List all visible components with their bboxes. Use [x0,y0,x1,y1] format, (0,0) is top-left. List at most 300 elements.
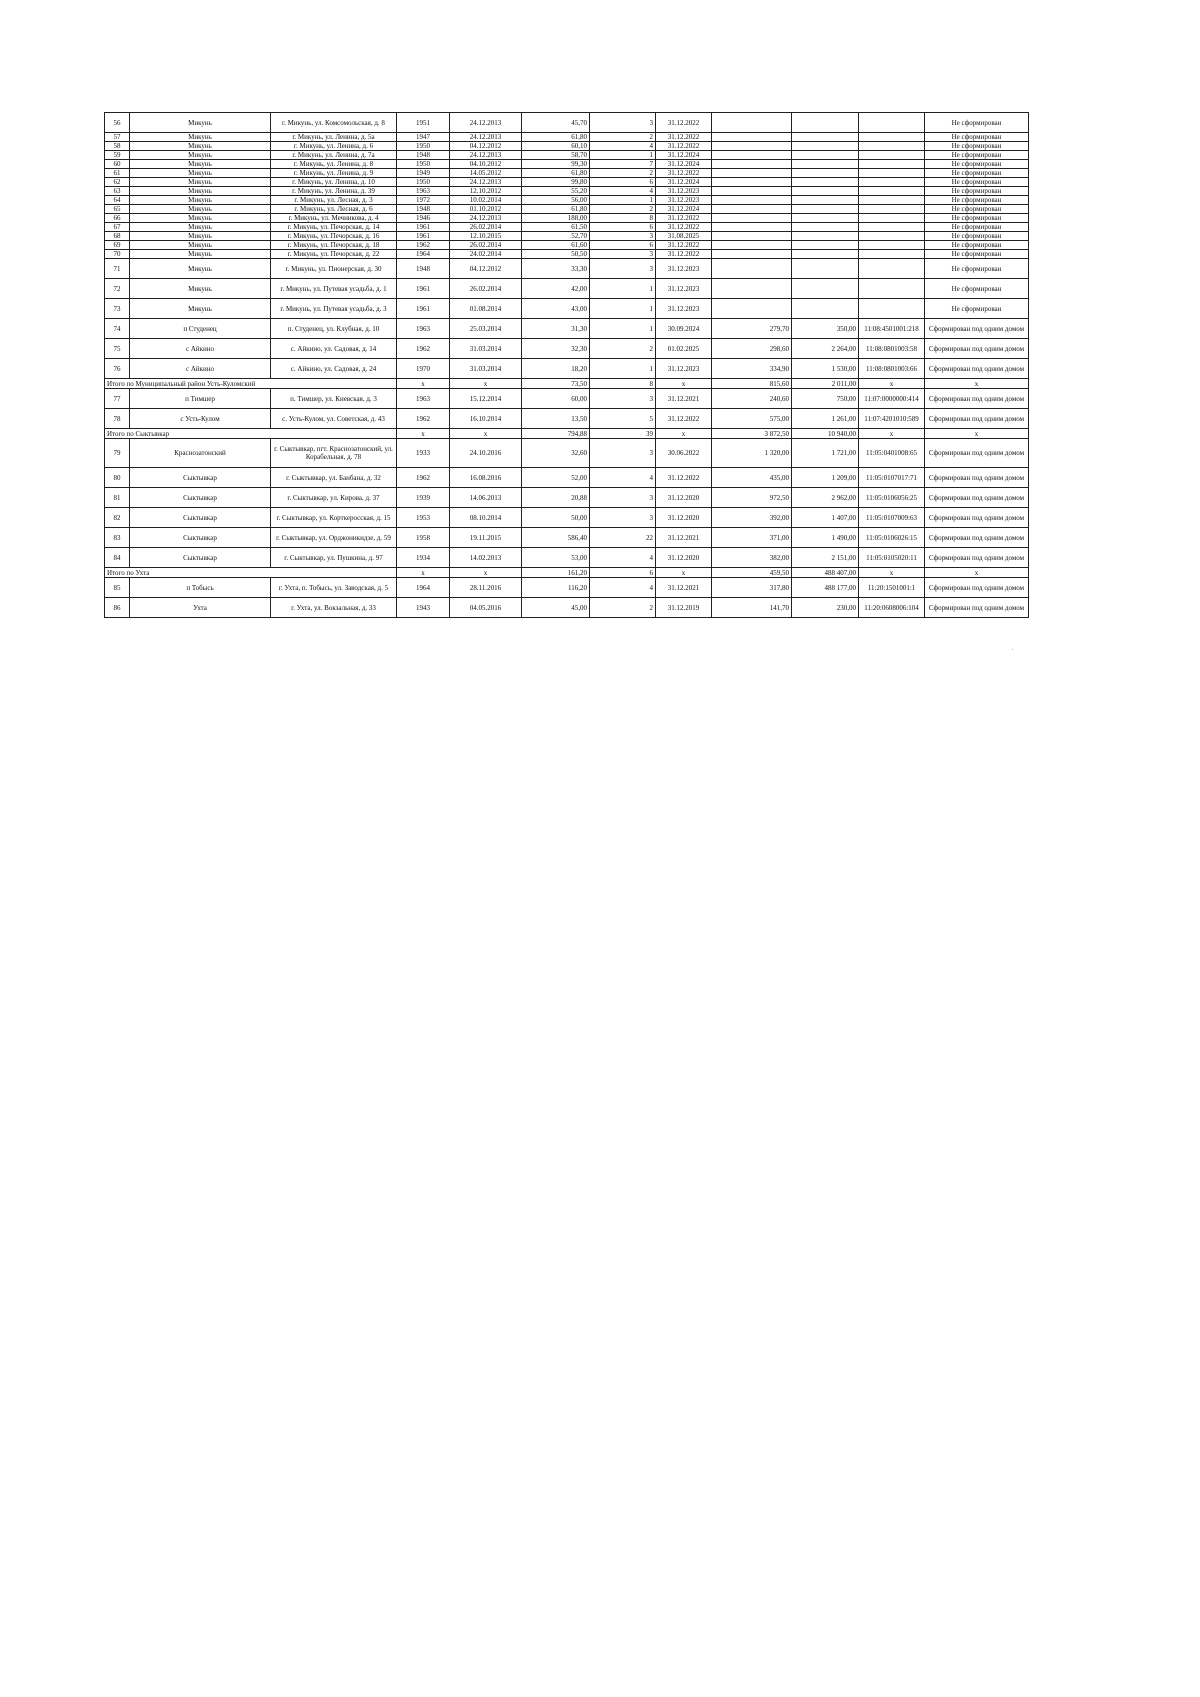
cell-recognition-date: 28.11.2016 [450,578,522,598]
cell-settlement: Микунь [130,250,271,259]
cell-recognition-date: 04.10.2012 [450,160,522,169]
cell-residents: 6 [590,178,656,187]
cell-land-area [792,259,859,279]
cell-address: г. Микунь, ул. Лесная, д. 3 [271,196,397,205]
cell-land-value [712,205,792,214]
cell-land-area: 1 490,00 [792,528,859,548]
cell-land-value: 141,70 [712,598,792,618]
cell-row-number: 73 [105,299,130,319]
subtotal-build-year: x [397,429,450,439]
cell-area: 60,00 [522,389,590,409]
cell-land-status: Сформирован под одним домом [925,598,1029,618]
cell-row-number: 68 [105,232,130,241]
cell-deadline: 31.12.2022 [656,468,712,488]
cell-recognition-date: 24.12.2013 [450,214,522,223]
cell-settlement: Микунь [130,142,271,151]
cell-area: 53,00 [522,548,590,568]
cell-area: 32,30 [522,339,590,359]
cell-area: 31,30 [522,319,590,339]
cell-land-status: Не сформирован [925,151,1029,160]
cell-deadline: 31.12.2022 [656,133,712,142]
cell-recognition-date: 24.12.2013 [450,178,522,187]
cell-cadastral-number: 11:05:0106056:25 [859,488,925,508]
cell-land-value [712,259,792,279]
cell-deadline: 31.12.2024 [656,205,712,214]
cell-deadline: 30.09.2024 [656,319,712,339]
table-row [105,488,1029,508]
cell-land-value [712,232,792,241]
cell-land-value [712,133,792,142]
cell-cadastral-number [859,133,925,142]
subtotal-area: 794,88 [522,429,590,439]
cell-address: г. Микунь, ул. Печорская, д. 22 [271,250,397,259]
cell-land-status: Сформирован под одним домом [925,488,1029,508]
cell-build-year: 1972 [397,196,450,205]
cell-address: г. Микунь, ул. Лесная, д. 6 [271,205,397,214]
table-row [105,241,1029,250]
cell-recognition-date: 24.12.2013 [450,113,522,133]
cell-deadline: 01.02.2025 [656,339,712,359]
cell-land-value: 1 320,00 [712,439,792,468]
table-row [105,205,1029,214]
cell-address: г. Микунь, ул. Путевая усадьба, д. 1 [271,279,397,299]
cell-residents: 2 [590,205,656,214]
cell-recognition-date: 08.10.2014 [450,508,522,528]
cell-residents: 3 [590,508,656,528]
cell-settlement: с Айкино [130,359,271,379]
cell-row-number: 67 [105,223,130,232]
subtotal-cadastral-number: x [859,379,925,389]
cell-build-year: 1963 [397,187,450,196]
cell-residents: 3 [590,488,656,508]
subtotal-recognition-date: x [450,429,522,439]
cell-address: г. Микунь, ул. Ленина, д. 6 [271,142,397,151]
cell-land-value [712,113,792,133]
cell-build-year: 1962 [397,339,450,359]
cell-land-status: Сформирован под одним домом [925,319,1029,339]
cell-area: 188,00 [522,214,590,223]
cell-cadastral-number: 11:05:0107017:71 [859,468,925,488]
cell-build-year: 1950 [397,142,450,151]
subtotal-label: Итого по Муниципальный район Усть-Куломский [105,379,397,389]
cell-row-number: 57 [105,133,130,142]
cell-residents: 3 [590,232,656,241]
cell-land-value: 382,00 [712,548,792,568]
cell-row-number: 74 [105,319,130,339]
cell-deadline: 31.12.2022 [656,223,712,232]
table-row [105,468,1029,488]
cell-address: г. Микунь, ул. Комсомольская, д. 8 [271,113,397,133]
cell-deadline: 31.12.2023 [656,259,712,279]
cell-land-value: 972,50 [712,488,792,508]
cell-land-value: 317,80 [712,578,792,598]
cell-land-area: 350,00 [792,319,859,339]
cell-land-status: Не сформирован [925,250,1029,259]
subtotal-row [105,568,1029,578]
cell-address: г. Сыктывкар, ул. Корткеросская, д. 15 [271,508,397,528]
cell-land-value [712,142,792,151]
cell-settlement: п Тимшер [130,389,271,409]
cell-settlement: с Усть-Кулом [130,409,271,429]
cell-build-year: 1962 [397,241,450,250]
cell-recognition-date: 04.05.2016 [450,598,522,618]
cell-land-status: Сформирован под одним домом [925,578,1029,598]
cell-address: п. Студенец, ул. Клубная, д. 10 [271,319,397,339]
cell-row-number: 60 [105,160,130,169]
cell-row-number: 61 [105,169,130,178]
cell-cadastral-number: 11:05:0107009:63 [859,508,925,528]
cell-land-value [712,250,792,259]
cell-cadastral-number [859,250,925,259]
cell-residents: 2 [590,339,656,359]
cell-row-number: 66 [105,214,130,223]
subtotal-land-status: x [925,429,1029,439]
cell-row-number: 82 [105,508,130,528]
cell-area: 33,30 [522,259,590,279]
cell-settlement: Микунь [130,232,271,241]
cell-deadline: 31.12.2019 [656,598,712,618]
cell-land-value [712,196,792,205]
cell-cadastral-number: 11:05:0401008:65 [859,439,925,468]
cell-land-value [712,214,792,223]
cell-land-status: Сформирован под одним домом [925,339,1029,359]
cell-build-year: 1933 [397,439,450,468]
subtotal-row [105,429,1029,439]
cell-deadline: 31.12.2022 [656,409,712,429]
subtotal-row [105,379,1029,389]
table-row [105,339,1029,359]
cell-land-area [792,187,859,196]
cell-row-number: 56 [105,113,130,133]
table-row [105,409,1029,429]
cell-cadastral-number: 11:05:0105020:11 [859,548,925,568]
cell-row-number: 78 [105,409,130,429]
cell-area: 52,00 [522,468,590,488]
table-row [105,142,1029,151]
housing-register-table [104,112,1029,618]
cell-land-status: Не сформирован [925,232,1029,241]
cell-deadline: 31.12.2022 [656,214,712,223]
cell-deadline: 31.12.2023 [656,279,712,299]
cell-row-number: 83 [105,528,130,548]
cell-land-area: 1 407,00 [792,508,859,528]
cell-area: 56,00 [522,196,590,205]
cell-land-status: Сформирован под одним домом [925,359,1029,379]
table-row [105,113,1029,133]
cell-cadastral-number [859,223,925,232]
cell-settlement: Ухта [130,598,271,618]
cell-land-status: Не сформирован [925,142,1029,151]
cell-land-status: Не сформирован [925,223,1029,232]
cell-deadline: 31.12.2023 [656,196,712,205]
subtotal-land-area: 488 407,00 [792,568,859,578]
cell-cadastral-number [859,205,925,214]
cell-build-year: 1970 [397,359,450,379]
cell-land-area [792,133,859,142]
table-row [105,299,1029,319]
table-row [105,250,1029,259]
cell-settlement: Сыктывкар [130,508,271,528]
cell-residents: 1 [590,196,656,205]
cell-residents: 3 [590,259,656,279]
cell-deadline: 31.12.2023 [656,359,712,379]
cell-deadline: 31.12.2024 [656,160,712,169]
cell-land-value [712,160,792,169]
cell-address: г. Микунь, ул. Путевая усадьба, д. 3 [271,299,397,319]
cell-land-area [792,160,859,169]
cell-land-status: Не сформирован [925,299,1029,319]
cell-area: 20,88 [522,488,590,508]
cell-build-year: 1961 [397,232,450,241]
cell-residents: 2 [590,133,656,142]
cell-address: с. Айкино, ул. Садовая, д. 14 [271,339,397,359]
cell-land-value: 392,00 [712,508,792,528]
cell-build-year: 1961 [397,223,450,232]
cell-land-value [712,151,792,160]
cell-land-status: Сформирован под одним домом [925,439,1029,468]
cell-area: 61,50 [522,223,590,232]
subtotal-land-area: 2 011,00 [792,379,859,389]
cell-residents: 1 [590,299,656,319]
cell-row-number: 62 [105,178,130,187]
cell-settlement: Сыктывкар [130,528,271,548]
cell-address: г. Сыктывкар, ул. Пушкина, д. 97 [271,548,397,568]
cell-settlement: с Айкино [130,339,271,359]
cell-settlement: Микунь [130,214,271,223]
subtotal-recognition-date: x [450,379,522,389]
cell-row-number: 80 [105,468,130,488]
cell-build-year: 1948 [397,259,450,279]
cell-settlement: Краснозатонский [130,439,271,468]
cell-build-year: 1964 [397,578,450,598]
subtotal-cadastral-number: x [859,429,925,439]
table-row [105,389,1029,409]
cell-residents: 4 [590,468,656,488]
cell-deadline: 31.12.2022 [656,169,712,178]
cell-residents: 4 [590,142,656,151]
cell-deadline: 31.12.2020 [656,508,712,528]
cell-land-status: Сформирован под одним домом [925,409,1029,429]
subtotal-land-value: 815,60 [712,379,792,389]
cell-cadastral-number: 11:20:1501001:1 [859,578,925,598]
cell-build-year: 1964 [397,250,450,259]
subtotal-area: 161,20 [522,568,590,578]
cell-build-year: 1953 [397,508,450,528]
cell-settlement: Сыктывкар [130,468,271,488]
cell-build-year: 1950 [397,178,450,187]
cell-land-area: 1 530,00 [792,359,859,379]
cell-residents: 1 [590,151,656,160]
table-row [105,548,1029,568]
subtotal-land-area: 10 940,00 [792,429,859,439]
cell-cadastral-number [859,214,925,223]
cell-cadastral-number: 11:20:0608006:104 [859,598,925,618]
cell-row-number: 81 [105,488,130,508]
cell-deadline: 31.12.2023 [656,187,712,196]
cell-land-status: Сформирован под одним домом [925,468,1029,488]
cell-address: с. Усть-Кулом, ул. Советская, д. 43 [271,409,397,429]
cell-settlement: Микунь [130,259,271,279]
cell-deadline: 31.12.2024 [656,178,712,187]
cell-land-area [792,151,859,160]
cell-land-value: 575,00 [712,409,792,429]
cell-land-status: Сформирован под одним домом [925,389,1029,409]
cell-settlement: Микунь [130,113,271,133]
cell-land-value [712,178,792,187]
cell-land-value: 435,00 [712,468,792,488]
cell-cadastral-number [859,151,925,160]
cell-build-year: 1948 [397,151,450,160]
cell-land-area: 750,00 [792,389,859,409]
cell-land-status: Сформирован под одним домом [925,548,1029,568]
cell-address: г. Микунь, ул. Ленина, д. 9 [271,169,397,178]
cell-land-area [792,205,859,214]
cell-build-year: 1939 [397,488,450,508]
cell-settlement: Сыктывкар [130,488,271,508]
cell-cadastral-number: 11:07:0000000:414 [859,389,925,409]
cell-recognition-date: 04.12.2012 [450,142,522,151]
subtotal-label: Итого по Ухта [105,568,397,578]
cell-land-area [792,232,859,241]
table-row [105,151,1029,160]
cell-land-value [712,187,792,196]
cell-settlement: Микунь [130,279,271,299]
cell-cadastral-number [859,187,925,196]
cell-address: п. Тимшер, ул. Киевская, д. 3 [271,389,397,409]
cell-recognition-date: 24.12.2013 [450,151,522,160]
cell-deadline: 31.12.2020 [656,548,712,568]
table-row [105,133,1029,142]
cell-residents: 3 [590,250,656,259]
cell-deadline: 31.12.2022 [656,113,712,133]
cell-settlement: Микунь [130,187,271,196]
cell-area: 32,60 [522,439,590,468]
table-row [105,160,1029,169]
subtotal-build-year: x [397,568,450,578]
cell-land-status: Не сформирован [925,279,1029,299]
cell-recognition-date: 14.05.2012 [450,169,522,178]
table-row [105,508,1029,528]
cell-recognition-date: 24.02.2014 [450,250,522,259]
cell-recognition-date: 31.03.2014 [450,359,522,379]
cell-build-year: 1947 [397,133,450,142]
cell-cadastral-number [859,178,925,187]
cell-land-value: 334,90 [712,359,792,379]
subtotal-area: 73,50 [522,379,590,389]
table-row [105,259,1029,279]
cell-area: 99,80 [522,178,590,187]
cell-address: г. Сыктывкар, ул. Банбана, д. 32 [271,468,397,488]
cell-area: 61,80 [522,205,590,214]
cell-row-number: 71 [105,259,130,279]
cell-area: 61,80 [522,133,590,142]
cell-residents: 1 [590,319,656,339]
cell-recognition-date: 14.02.2013 [450,548,522,568]
cell-recognition-date: 19.11.2015 [450,528,522,548]
cell-residents: 3 [590,113,656,133]
cell-land-area [792,169,859,178]
cell-address: г. Микунь, ул. Ленина, д. 8 [271,160,397,169]
cell-area: 45,70 [522,113,590,133]
cell-land-value: 298,60 [712,339,792,359]
cell-address: г. Ухта, п. Тобысь, ул. Заводская, д. 5 [271,578,397,598]
cell-recognition-date: 01.08.2014 [450,299,522,319]
cell-address: г. Микунь, ул. Печорская, д. 16 [271,232,397,241]
cell-build-year: 1961 [397,299,450,319]
cell-row-number: 64 [105,196,130,205]
cell-area: 52,70 [522,232,590,241]
subtotal-deadline: x [656,379,712,389]
cell-recognition-date: 14.06.2013 [450,488,522,508]
subtotal-land-status: x [925,568,1029,578]
cell-recognition-date: 24.10.2016 [450,439,522,468]
cell-deadline: 31.12.2022 [656,250,712,259]
cell-residents: 1 [590,279,656,299]
cell-row-number: 76 [105,359,130,379]
cell-recognition-date: 26.02.2014 [450,279,522,299]
cell-build-year: 1962 [397,468,450,488]
cell-recognition-date: 16.08.2016 [450,468,522,488]
cell-recognition-date: 24.12.2013 [450,133,522,142]
cell-build-year: 1943 [397,598,450,618]
cell-area: 42,00 [522,279,590,299]
cell-land-value [712,169,792,178]
table-row [105,223,1029,232]
cell-cadastral-number [859,241,925,250]
subtotal-build-year: x [397,379,450,389]
cell-cadastral-number [859,196,925,205]
cell-recognition-date: 25.03.2014 [450,319,522,339]
cell-recognition-date: 26.02.2014 [450,241,522,250]
cell-cadastral-number: 11:08:4501001:218 [859,319,925,339]
subtotal-land-status: x [925,379,1029,389]
cell-row-number: 72 [105,279,130,299]
cell-cadastral-number [859,142,925,151]
cell-deadline: 31.12.2023 [656,299,712,319]
cell-address: с. Айкино, ул. Садовая, д. 24 [271,359,397,379]
cell-row-number: 58 [105,142,130,151]
cell-build-year: 1962 [397,409,450,429]
cell-address: г. Сыктывкар, ул. Орджоникидзе, д. 59 [271,528,397,548]
cell-land-area [792,113,859,133]
cell-land-value: 279,70 [712,319,792,339]
cell-land-status: Не сформирован [925,113,1029,133]
cell-deadline: 31.12.2024 [656,151,712,160]
cell-land-area: 1 261,00 [792,409,859,429]
cell-build-year: 1963 [397,319,450,339]
cell-settlement: Микунь [130,178,271,187]
cell-land-status: Сформирован под одним домом [925,528,1029,548]
cell-land-status: Не сформирован [925,178,1029,187]
cell-deadline: 30.06.2022 [656,439,712,468]
cell-land-status: Не сформирован [925,169,1029,178]
cell-build-year: 1946 [397,214,450,223]
cell-land-area [792,241,859,250]
cell-settlement: п Студенец [130,319,271,339]
subtotal-recognition-date: x [450,568,522,578]
subtotal-residents: 8 [590,379,656,389]
cell-cadastral-number: 11:08:0801003:58 [859,339,925,359]
subtotal-land-value: 459,50 [712,568,792,578]
cell-deadline: 31.12.2020 [656,488,712,508]
cell-recognition-date: 01.10.2012 [450,205,522,214]
cell-residents: 6 [590,223,656,232]
cell-land-status: Не сформирован [925,205,1029,214]
cell-cadastral-number: 11:08:0801003:66 [859,359,925,379]
cell-settlement: Микунь [130,196,271,205]
cell-land-status: Не сформирован [925,133,1029,142]
cell-area: 61,60 [522,241,590,250]
